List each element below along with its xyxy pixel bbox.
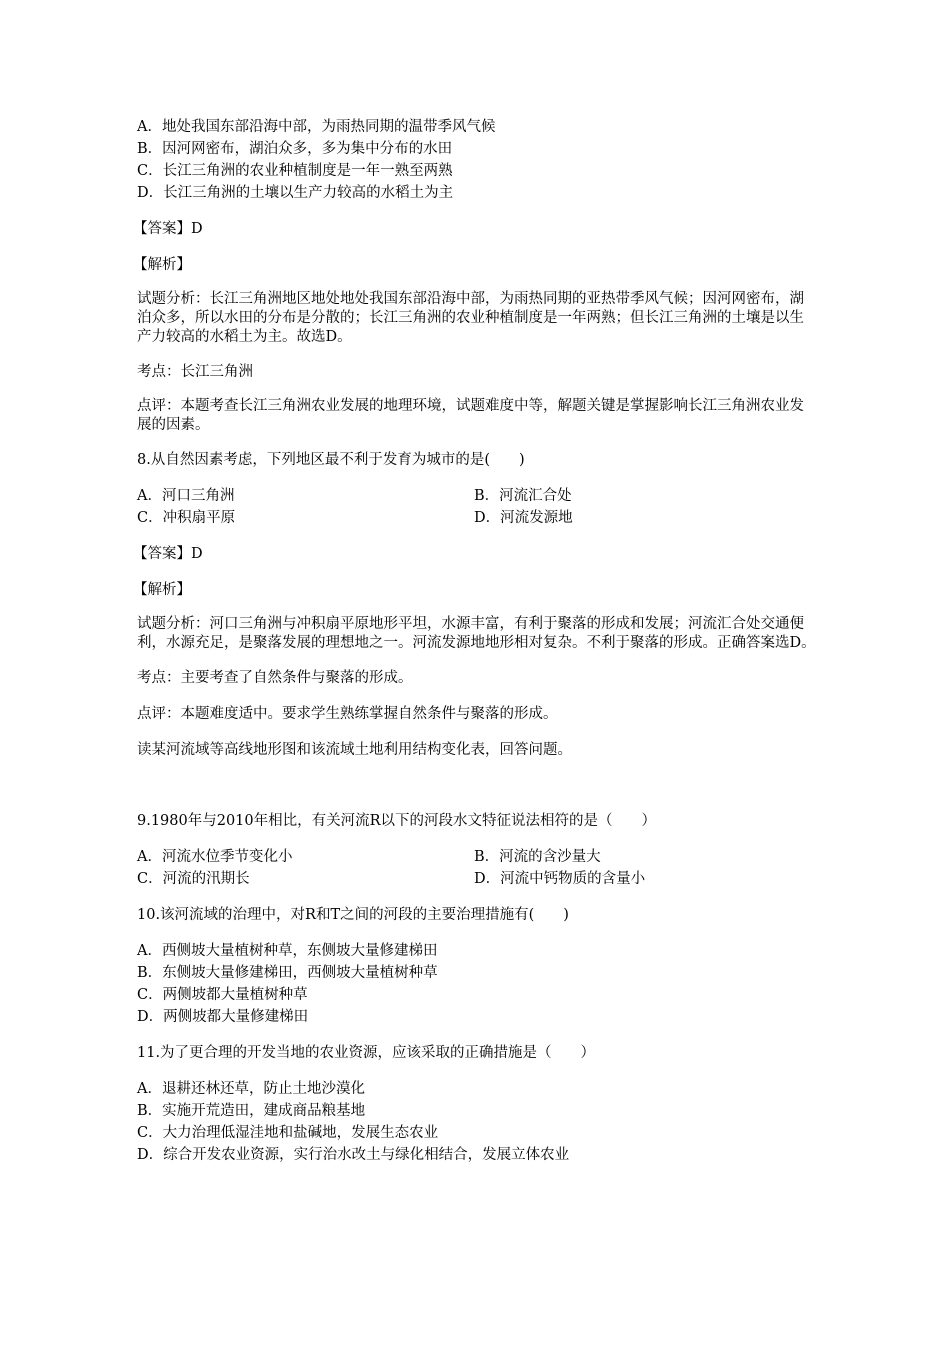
document-page xyxy=(133,116,817,1166)
q7-option-a: A．地处我国东部沿海中部，为雨热同期的温带季风气候 xyxy=(137,119,496,135)
q10-option-b: B．东侧坡大量修建梯田，西侧坡大量植树种草 xyxy=(137,965,438,981)
question-intro: 读某河流域等高线地形图和该流域土地利用结构变化表，回答问题。 xyxy=(137,742,572,758)
q7-option-c: C．长江三角洲的农业种植制度是一年一熟至两熟 xyxy=(137,163,453,179)
q8-comment: 点评：本题难度适中。要求学生熟练掌握自然条件与聚落的形成。 xyxy=(137,706,558,722)
q8-options-row-1 xyxy=(137,485,817,507)
q7-comment: 点评：本题考查长江三角洲农业发展的地理环境，试题难度中等，解题关键是掌握影响长江三角洲农业发展的因素。 xyxy=(137,398,804,433)
q8-options-row-2 xyxy=(137,507,817,529)
q8-analysis-label: 【解析】 xyxy=(133,582,191,598)
q7-option-b: B．因河网密布，湖泊众多，多为集中分布的水田 xyxy=(137,141,453,157)
q9-options-row-1 xyxy=(137,846,817,868)
q11-option-c: C．大力治理低湿洼地和盐碱地，发展生态农业 xyxy=(137,1125,439,1141)
q10-stem: 10.该河流域的治理中，对R和T之间的河段的主要治理措施有( ) xyxy=(137,907,569,923)
q7-option-d: D．长江三角洲的土壤以生产力较高的水稻土为主 xyxy=(137,185,454,201)
q11-stem: 11.为了更合理的开发当地的农业资源，应该采取的正确措施是（ ） xyxy=(137,1045,596,1061)
q7-answer: 【答案】D xyxy=(133,221,203,237)
q10-options xyxy=(137,940,817,1028)
q8-option-c: C．冲积扇平原 xyxy=(137,510,236,526)
q9-option-d: D．河流中钙物质的含量小 xyxy=(474,871,646,887)
q8-answer: 【答案】D xyxy=(133,546,203,562)
q8-point: 考点：主要考查了自然条件与聚落的形成。 xyxy=(137,670,413,686)
q8-analysis: 试题分析：河口三角洲与冲积扇平原地形平坦，水源丰富，有利于聚落的形成和发展；河流汇合处交通便利，水源充足，是聚落发展的理想地之一。河流发源地地形相对复杂。不利于聚落的形成。正确答案选D。 xyxy=(137,616,816,651)
q9-options-row-2 xyxy=(137,868,817,890)
q11-option-b: B．实施开荒造田，建成商品粮基地 xyxy=(137,1103,366,1119)
q7-options xyxy=(137,116,817,204)
q9-stem: 9.1980年与2010年相比，有关河流R以下的河段水文特征说法相符的是（ ） xyxy=(137,813,657,829)
q8-option-d: D．河流发源地 xyxy=(474,510,573,526)
q8-option-b: B．河流汇合处 xyxy=(474,488,572,504)
q9-option-a: A．河流水位季节变化小 xyxy=(137,849,293,865)
q10-option-d: D．两侧坡都大量修建梯田 xyxy=(137,1009,309,1025)
q8-option-a: A．河口三角洲 xyxy=(137,488,235,504)
q8-stem: 8.从自然因素考虑，下列地区最不利于发育为城市的是( ) xyxy=(137,452,525,468)
q7-point: 考点：长江三角洲 xyxy=(137,364,253,380)
q7-analysis-label: 【解析】 xyxy=(133,257,191,273)
q10-option-a: A．西侧坡大量植树种草，东侧坡大量修建梯田 xyxy=(137,943,438,959)
q10-option-c: C．两侧坡都大量植树种草 xyxy=(137,987,308,1003)
q11-option-a: A．退耕还林还草，防止土地沙漠化 xyxy=(137,1081,365,1097)
q9-option-b: B．河流的含沙量大 xyxy=(474,849,601,865)
q11-options xyxy=(137,1078,817,1166)
q9-option-c: C．河流的汛期长 xyxy=(137,871,250,887)
q11-option-d: D．综合开发农业资源，实行治水改土与绿化相结合，发展立体农业 xyxy=(137,1147,570,1163)
q7-analysis: 试题分析：长江三角洲地区地处地处我国东部沿海中部，为雨热同期的亚热带季风气候；因河网密布，湖泊众多，所以水田的分布是分散的；长江三角洲的农业种植制度是一年两熟；但长江三角洲的土壤是以生产力较高的水稻土为主。故选D。 xyxy=(137,291,804,345)
